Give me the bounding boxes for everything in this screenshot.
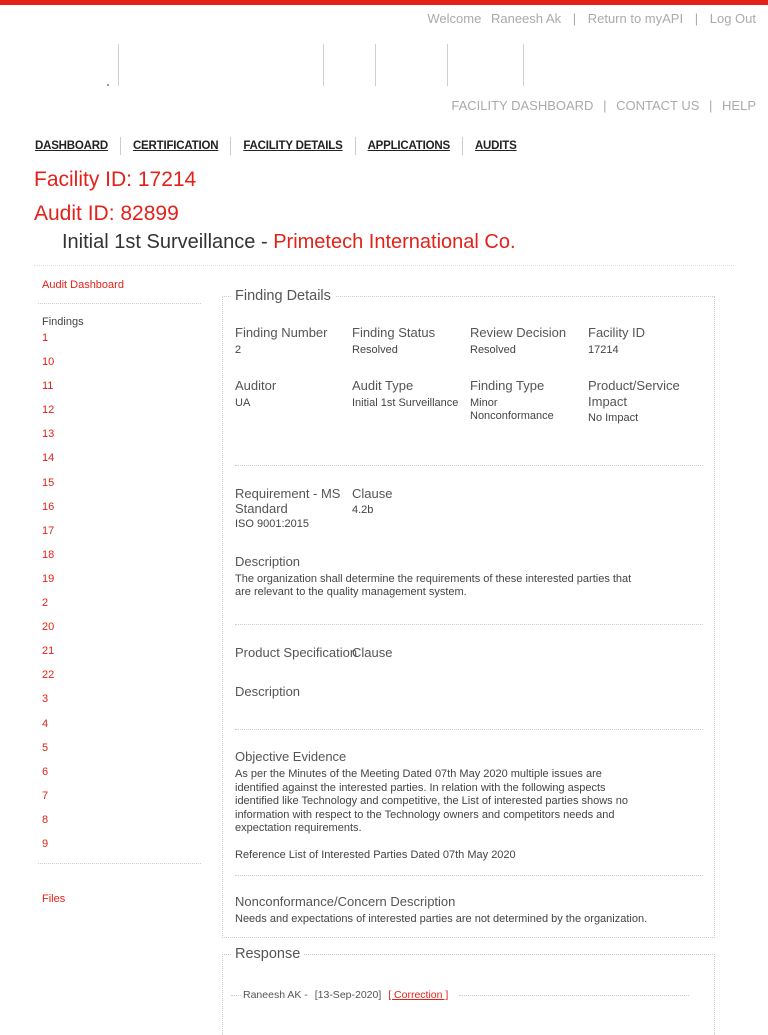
list-item bbox=[42, 573, 197, 597]
logout-link[interactable]: Log Out bbox=[709, 11, 756, 26]
header-divider bbox=[447, 44, 448, 86]
findings-list bbox=[42, 332, 197, 862]
secondary-nav bbox=[451, 98, 756, 113]
finding-link[interactable]: 20 bbox=[42, 621, 55, 634]
finding-type-value-line2: Nonconformance bbox=[470, 410, 554, 422]
finding-link[interactable]: 13 bbox=[42, 428, 55, 441]
finding-link[interactable]: 5 bbox=[42, 741, 49, 754]
facility-id-heading: Facility ID: 17214 bbox=[34, 168, 197, 191]
finding-link[interactable]: 9 bbox=[42, 837, 49, 850]
evidence-line: expectation requirements. bbox=[235, 822, 362, 834]
product-spec-label: Product Specification bbox=[235, 645, 358, 660]
user-name: Raneesh Ak bbox=[490, 11, 562, 26]
evidence-reference: Reference List of Interested Parties Dated 07th May 2020 bbox=[235, 849, 516, 861]
auditor-value: UA bbox=[235, 397, 251, 409]
auditor-label: Auditor bbox=[235, 378, 277, 393]
evidence-line: identified like Technology and competitive, the List of interested parties shows no bbox=[235, 795, 628, 807]
list-item bbox=[42, 718, 197, 742]
list-item bbox=[42, 693, 197, 717]
audit-dashboard-link[interactable]: Audit Dashboard bbox=[42, 279, 124, 291]
list-item bbox=[42, 380, 197, 404]
finding-link[interactable]: 3 bbox=[42, 693, 49, 706]
separator bbox=[230, 137, 231, 155]
finding-link[interactable]: 10 bbox=[42, 356, 55, 369]
nav-audits[interactable]: AUDITS bbox=[474, 140, 517, 153]
audit-sidebar bbox=[42, 279, 197, 905]
review-decision-label: Review Decision bbox=[470, 325, 567, 340]
audit-title bbox=[62, 231, 516, 254]
review-decision-value: Resolved bbox=[470, 344, 516, 356]
finding-type-label: Finding Type bbox=[470, 378, 545, 393]
finding-link[interactable]: 19 bbox=[42, 572, 55, 585]
list-item bbox=[42, 790, 197, 814]
list-item bbox=[42, 332, 197, 356]
finding-type-value-line1: Minor bbox=[470, 397, 498, 409]
evidence-line: information with respect to the Technology owners and competitors needs and bbox=[235, 808, 615, 821]
separator: | bbox=[709, 98, 713, 113]
impact-label-line2: Impact bbox=[588, 394, 628, 409]
list-item bbox=[42, 549, 197, 573]
return-to-myapi-link[interactable]: Return to myAPI bbox=[587, 11, 684, 26]
response-legend: Response bbox=[231, 946, 304, 962]
impact-value: No Impact bbox=[588, 412, 639, 424]
organization-name: Primetech International Co. bbox=[273, 231, 516, 253]
finding-link[interactable]: 8 bbox=[42, 813, 49, 826]
nav-applications[interactable]: APPLICATIONS bbox=[367, 140, 450, 153]
section-divider bbox=[235, 624, 703, 625]
response-date: [13-Sep-2020] bbox=[314, 989, 382, 1001]
header-rule bbox=[34, 265, 734, 266]
header-dot bbox=[107, 84, 109, 86]
finding-link[interactable]: 7 bbox=[42, 789, 49, 802]
welcome-label: Welcome bbox=[427, 11, 482, 26]
requirement-value: ISO 9001:2015 bbox=[235, 518, 310, 530]
findings-label: Findings bbox=[42, 316, 84, 328]
separator bbox=[355, 137, 356, 155]
list-item bbox=[42, 452, 197, 476]
separator: | bbox=[603, 98, 607, 113]
header-divider bbox=[523, 44, 524, 86]
objective-evidence-label: Objective Evidence bbox=[235, 749, 347, 764]
audit-type-value: Initial 1st Surveillance bbox=[352, 397, 459, 409]
finding-link[interactable]: 1 bbox=[42, 332, 49, 344]
finding-link[interactable]: 18 bbox=[42, 548, 55, 561]
finding-number-value: 2 bbox=[235, 344, 242, 356]
list-item bbox=[42, 356, 197, 380]
separator bbox=[462, 137, 463, 155]
facility-dashboard-link[interactable]: FACILITY DASHBOARD bbox=[451, 98, 594, 113]
list-item bbox=[42, 814, 197, 838]
facility-id-label: Facility ID bbox=[588, 325, 646, 340]
list-item bbox=[42, 477, 197, 501]
contact-us-link[interactable]: CONTACT US bbox=[616, 98, 700, 113]
header-divider bbox=[375, 44, 376, 86]
audit-type-label: Audit Type bbox=[352, 378, 414, 393]
help-link[interactable]: HELP bbox=[722, 98, 756, 113]
nav-facility-details[interactable]: FACILITY DETAILS bbox=[243, 140, 343, 153]
list-item bbox=[42, 621, 197, 645]
facility-id-value: 17214 bbox=[588, 344, 619, 356]
correction-link[interactable]: [ Correction ] bbox=[388, 989, 449, 1001]
finding-link[interactable]: 22 bbox=[42, 669, 55, 682]
finding-link[interactable]: 11 bbox=[42, 380, 54, 393]
list-item bbox=[42, 525, 197, 549]
finding-link[interactable]: 17 bbox=[42, 524, 55, 537]
description-label: Description bbox=[235, 554, 301, 569]
response-author: Raneesh AK - bbox=[243, 989, 308, 1001]
finding-link[interactable]: 14 bbox=[42, 452, 55, 465]
list-item bbox=[42, 742, 197, 766]
response-lead-rule bbox=[231, 995, 241, 996]
header-divider bbox=[118, 44, 119, 86]
requirement-label-line1: Requirement - MS bbox=[235, 486, 341, 501]
list-item bbox=[42, 838, 197, 862]
top-accent-bar bbox=[0, 0, 768, 5]
nav-dashboard[interactable]: DASHBOARD bbox=[35, 140, 108, 153]
nonconformance-text: Needs and expectations of interested parties are not determined by the organization. bbox=[235, 913, 648, 925]
list-item bbox=[42, 669, 197, 693]
list-item bbox=[42, 597, 197, 621]
finding-link[interactable]: 2 bbox=[42, 597, 49, 610]
nonconformance-label: Nonconformance/Concern Description bbox=[235, 894, 456, 909]
list-item bbox=[42, 404, 197, 428]
product-description-label: Description bbox=[235, 684, 301, 699]
list-item bbox=[42, 645, 197, 669]
evidence-line: As per the Minutes of the Meeting Dated 07th May 2020 multiple issues are bbox=[235, 768, 602, 780]
sidebar-divider bbox=[38, 863, 201, 864]
list-item bbox=[42, 766, 197, 790]
main-nav bbox=[35, 137, 517, 155]
audit-id-heading: Audit ID: 82899 bbox=[34, 202, 179, 225]
user-bar bbox=[427, 11, 756, 26]
files-link[interactable]: Files bbox=[42, 893, 66, 906]
separator bbox=[120, 137, 121, 155]
response-entry bbox=[243, 989, 689, 1001]
clause-value: 4.2b bbox=[352, 504, 374, 516]
finding-details-panel bbox=[222, 288, 715, 938]
product-clause-label: Clause bbox=[352, 645, 393, 660]
evidence-line: identified against the interested parties. In relation with the following aspects bbox=[235, 781, 606, 794]
list-item bbox=[42, 501, 197, 525]
finding-status-value: Resolved bbox=[352, 344, 398, 356]
finding-status-label: Finding Status bbox=[352, 325, 436, 340]
sidebar-divider bbox=[38, 303, 201, 304]
finding-link[interactable]: 21 bbox=[42, 645, 55, 658]
header-divider bbox=[323, 44, 324, 86]
finding-details-legend: Finding Details bbox=[231, 288, 335, 304]
clause-label: Clause bbox=[352, 486, 393, 501]
separator: | bbox=[694, 11, 699, 26]
finding-number-label: Finding Number bbox=[235, 325, 328, 340]
separator: | bbox=[572, 11, 577, 26]
section-divider bbox=[235, 729, 703, 730]
response-panel bbox=[222, 946, 715, 1035]
list-item bbox=[42, 428, 197, 452]
finding-link[interactable]: 16 bbox=[42, 500, 55, 513]
finding-link[interactable]: 15 bbox=[42, 476, 55, 489]
description-line2: are relevant to the quality management system. bbox=[235, 586, 467, 598]
finding-link[interactable]: 6 bbox=[42, 765, 49, 778]
section-divider bbox=[235, 875, 703, 876]
response-trail-rule bbox=[459, 995, 689, 996]
section-divider bbox=[235, 465, 703, 466]
impact-label-line1: Product/Service bbox=[588, 378, 680, 393]
description-line1: The organization shall determine the requirements of these interested parties that bbox=[235, 573, 632, 585]
nav-certification[interactable]: CERTIFICATION bbox=[132, 140, 219, 153]
requirement-label-line2: Standard bbox=[235, 501, 288, 516]
finding-link[interactable]: 12 bbox=[42, 404, 55, 417]
audit-type-title: Initial 1st Surveillance - bbox=[62, 231, 274, 253]
finding-link[interactable]: 4 bbox=[42, 717, 49, 730]
